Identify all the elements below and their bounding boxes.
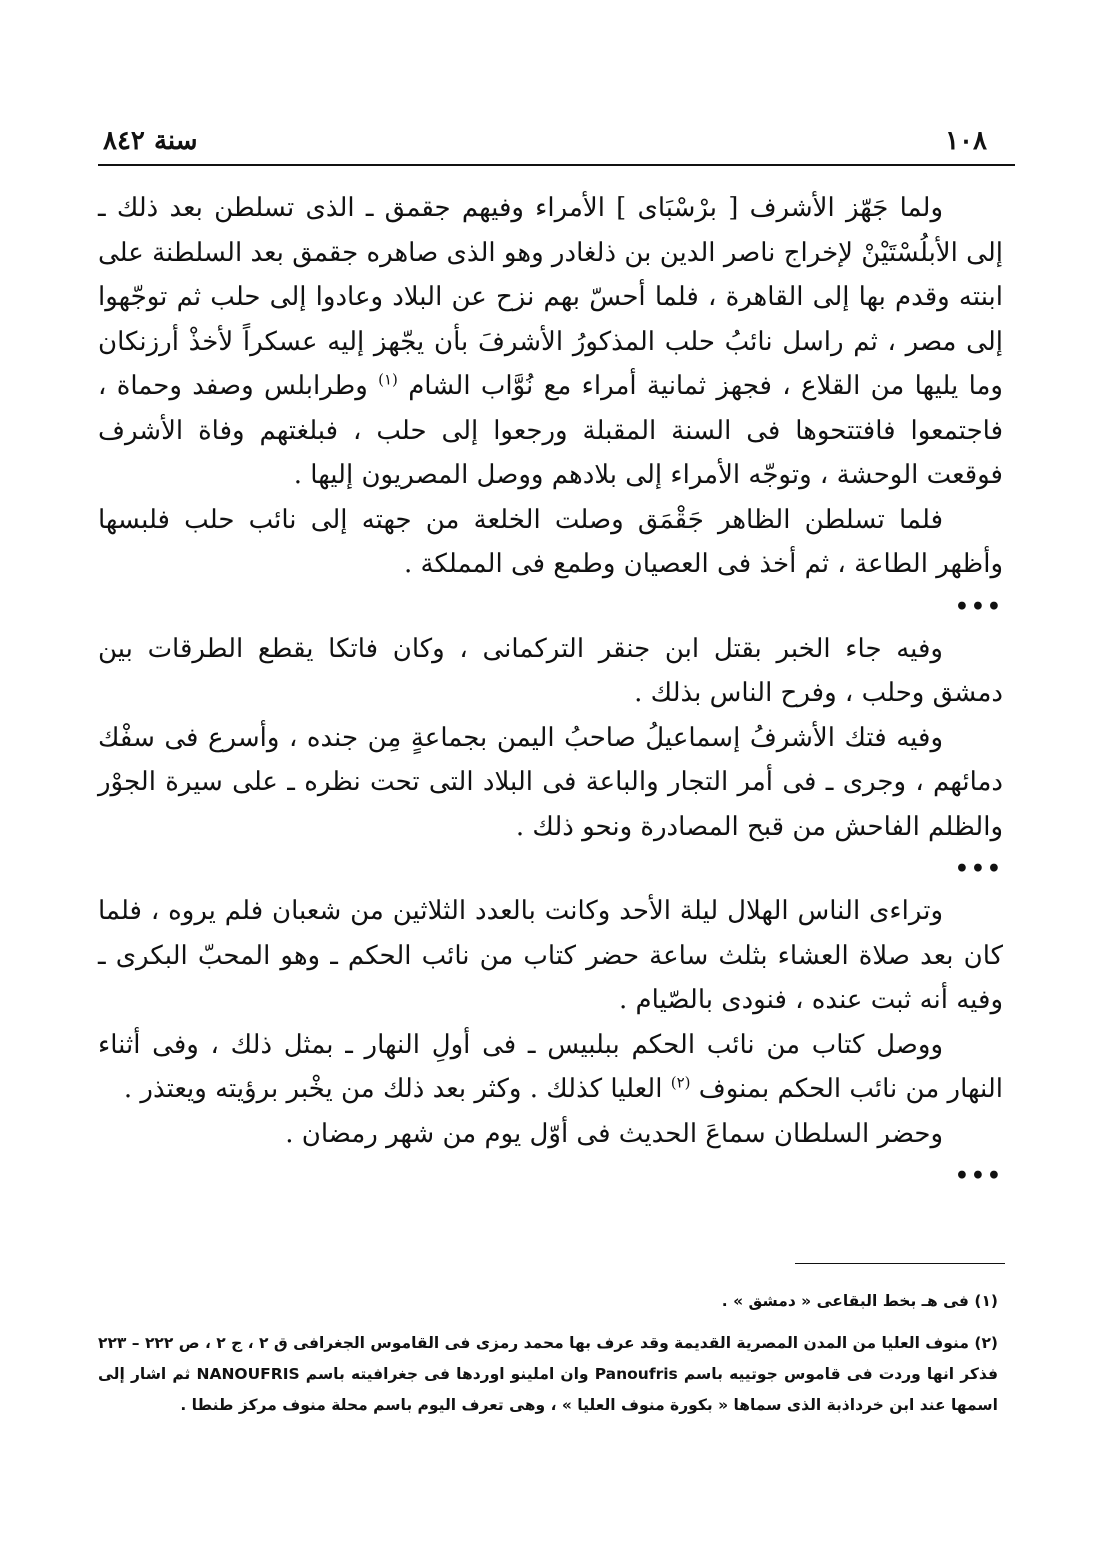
page-header	[95, 126, 1015, 162]
paragraph: وفيه جاء الخبر بقتل ابن جنقر التركمانى ، وكان فاتكا يقطع الطرقات بين دمشق وحلب ، وفرح الناس بذلك .	[98, 633, 1003, 708]
footnote-ref: (١)	[378, 370, 398, 389]
footnote: (٢) منوف العليا من المدن المصرية القديمة وقد عرف بها محمد رمزى فى القاموس الجغرافى ق ٢ ، ج ٢ ، ص ٢٢٢ – ٢٢٣ فذكر انها وردت فى قاموس جوتييه باسم Panoufris وان املينو اوردها فى جغرافيته باسم NANOUFRIS ثم اشار إلى اسمها عند ابن خرداذبة الذى سماها « بكورة منوف العليا » ، وهى تعرف اليوم باسم محلة منوف مركز طنطا .	[98, 1334, 999, 1414]
footnote: (١) فى هـ بخط البقاعى « دمشق » .	[721, 1292, 998, 1310]
paragraph: وتراءى الناس الهلال ليلة الأحد وكانت بالعدد الثلاثين من شعبان فلم يروه ، فلما كان بعد صلاة العشاء بثلث ساعة حضر كتاب من نائب الحكم ـ وهو المحبّ البكرى ـ وفيه أنه ثبت عنده ، فنودى بالصّيام .	[98, 896, 1003, 1015]
header-rule	[98, 164, 1015, 166]
section-separator: •••	[954, 856, 1003, 882]
section-separator: •••	[954, 593, 1003, 620]
section-separator: •••	[954, 1163, 1003, 1189]
paragraph: فلما تسلطن الظاهر جَقْمَق وصلت الخلعة من جهته إلى نائب حلب فلبسها وأظهر الطاعة ، ثم أخذ فى العصيان وطمع فى المملكة .	[98, 504, 1003, 579]
paragraph: ولما جَهّز الأشرف [ برْسْبَاى ] الأمراء وفيهم جقمق ـ الذى تسلطن بعد ذلك ـ إلى الأبلُسْتَيْنْ لإخراج ناصر الدين بن ذلغادر وهو الذى صاهره جقمق بعد السلطنة على ابنته وقدم بها إلى القاهرة ، فلما أحسّ بهم نزح عن البلاد وعادوا إلى حلب ثم توجّهوا إلى مصر ، ثم راسل نائبُ حلب المذكورُ الأشرفَ بأن يجّهز إليه عسكراً لأخذْ أرزنكان وما يليها من القلاع ، فجهز ثمانية أمراء مع نُوَّاب الشام $^{(١)}$ وطرابلس وصفد وحماة ، فاجتمعوا فافتتحوها فى السنة المقبلة ورجعوا إلى حلب ، فبلغتهم وفاة الأشرف فوقعت الوحشة ، وتوجّه الأمراء إلى بلادهم ووصل المصريون إليها .	[98, 193, 1003, 490]
paragraph: وفيه فتك الأشرفُ إسماعيلُ صاحبُ اليمن بجماعةٍ مِن جنده ، وأسرع فى سفْك دمائهم ، وجرى ـ فى أمر التجار والباعة فى البلاد التى تحت نظره ـ على سيرة الجوْر والظلم الفاحش من قبح المصادرة ونحو ذلك .	[98, 722, 1003, 842]
main-text	[98, 186, 1003, 1196]
footnote-ref: (٢)	[670, 1073, 691, 1092]
page-number: ١٠٨	[945, 126, 987, 156]
footnote-rule	[795, 1263, 1005, 1264]
footnotes	[98, 1286, 998, 1421]
running-head-year: سنة ٨٤٢	[103, 126, 198, 156]
paragraph: ووصل كتاب من نائب الحكم ببلبيس ـ فى أولِ النهار ـ بمثل ذلك ، وفى أثناء النهار من نائب الحكم بمنوف $^{(٢)}$ العليا كذلك . وكثر بعد ذلك من يخْبر برؤيته ويعتذر .	[98, 1029, 1003, 1104]
paragraph: وحضر السلطان سماعَ الحديث فى أوّل يوم من شهر رمضان .	[285, 1118, 943, 1149]
